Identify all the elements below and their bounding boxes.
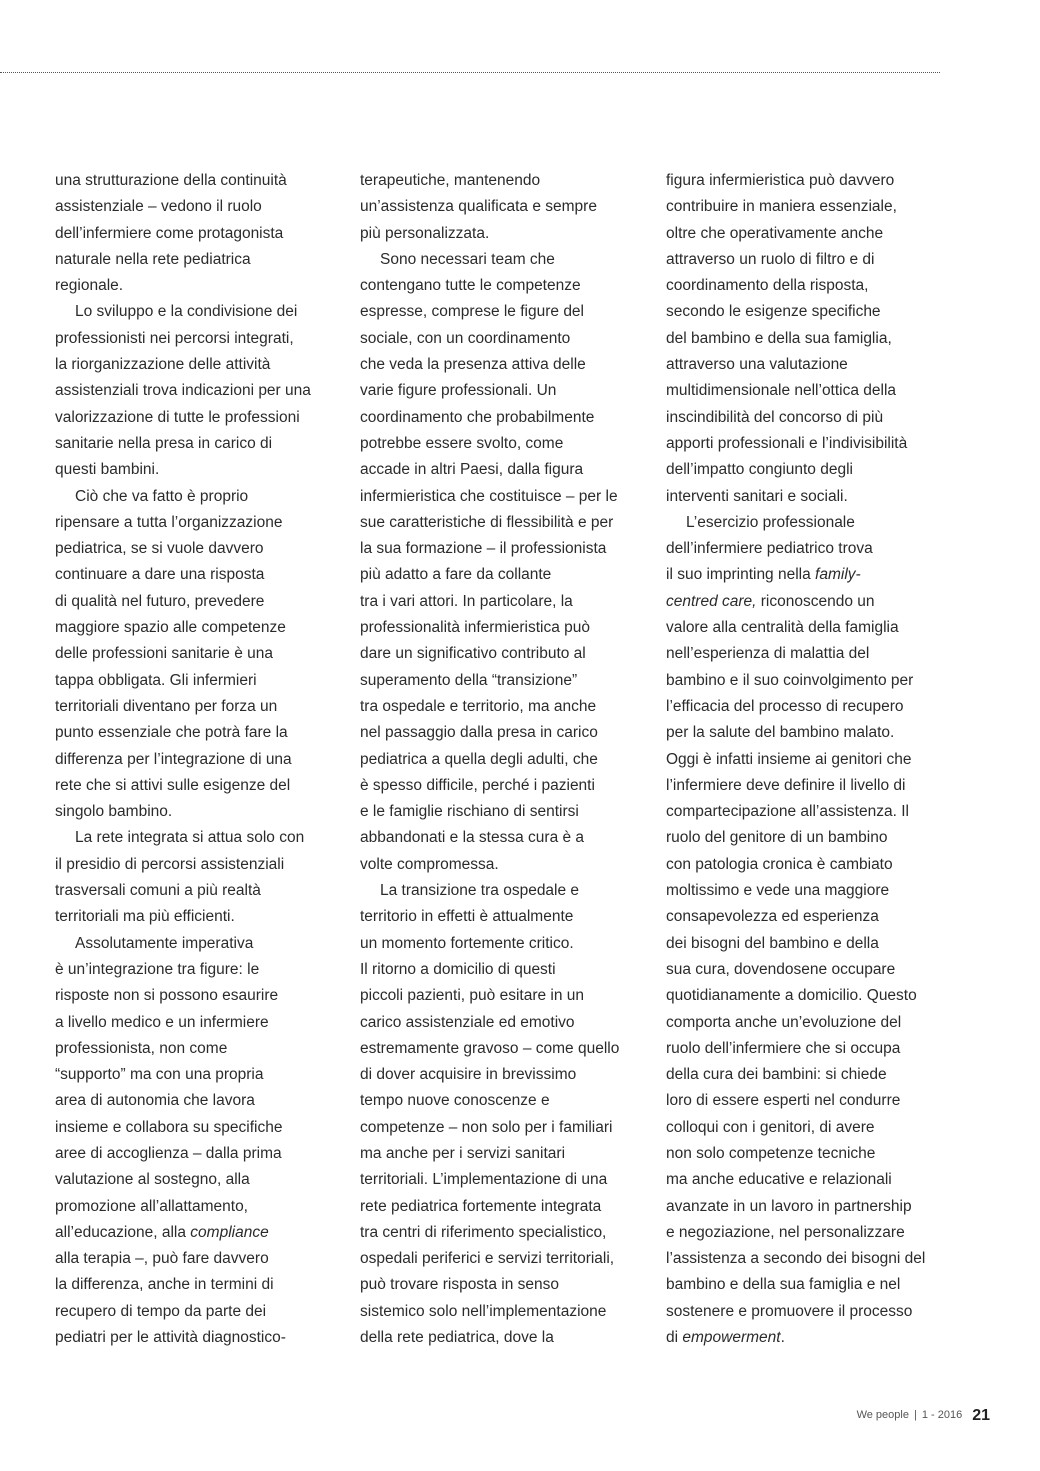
text-segment: abbandonati e la stessa cura è a — [360, 829, 585, 847]
text-segment: Oggi è infatti insieme ai genitori che — [666, 750, 912, 768]
text-line — [666, 1246, 925, 1272]
text-line — [55, 247, 311, 273]
text-segment: tra ospedale e territorio, ma anche — [360, 697, 597, 715]
text-line — [360, 1062, 619, 1088]
text-segment: territoriali ma più efficienti. — [55, 908, 235, 926]
text-line — [666, 852, 925, 878]
text-segment: superamento della “transizione” — [360, 671, 578, 689]
text-segment: assistenziale – vedono il ruolo — [55, 198, 262, 216]
text-line — [55, 1194, 311, 1220]
text-line — [55, 615, 311, 641]
text-line — [55, 931, 311, 957]
text-segment: inscindibilità del concorso di più — [666, 408, 884, 426]
text-line — [666, 1325, 925, 1351]
text-line — [360, 957, 619, 983]
text-line — [666, 983, 925, 1009]
text-line — [360, 641, 619, 667]
text-line — [360, 299, 619, 325]
text-segment: attraverso una valutazione — [666, 356, 848, 374]
text-line — [666, 1141, 925, 1167]
text-line — [55, 562, 311, 588]
magazine-name: We people — [856, 1409, 909, 1421]
text-segment: sua cura, dovendosene occupare — [666, 960, 896, 978]
text-segment: territoriali diventano per forza un — [55, 697, 278, 715]
text-line — [666, 773, 925, 799]
text-line — [666, 1167, 925, 1193]
text-line — [55, 589, 311, 615]
text-segment: singolo bambino. — [55, 803, 173, 821]
page-footer — [780, 1407, 990, 1427]
text-segment: dell’infermiere pediatrico trova — [666, 540, 873, 558]
text-segment: quotidianamente a domicilio. Questo — [666, 987, 917, 1005]
text-line — [360, 983, 619, 1009]
text-line — [666, 536, 925, 562]
text-line — [360, 1010, 619, 1036]
text-line — [360, 720, 619, 746]
italic-text: centred care, — [666, 592, 757, 610]
text-line — [360, 1115, 619, 1141]
text-segment: il presidio di percorsi assistenziali — [55, 855, 285, 873]
text-line — [360, 852, 619, 878]
text-segment: varie figure professionali. Un — [360, 382, 557, 400]
text-line — [360, 221, 619, 247]
text-segment: La transizione tra ospedale e — [380, 882, 580, 900]
text-segment: più adatto a fare da collante — [360, 566, 552, 584]
text-segment: ruolo del genitore di un bambino — [666, 829, 888, 847]
text-segment: l’assistenza a secondo dei bisogni del — [666, 1250, 926, 1268]
italic-text: family- — [815, 566, 861, 584]
text-line — [55, 747, 311, 773]
text-segment: valutazione al sostegno, alla — [55, 1171, 250, 1189]
text-line — [360, 562, 619, 588]
text-segment: la differenza, anche in termini di — [55, 1276, 274, 1294]
text-segment: potrebbe essere svolto, come — [360, 434, 564, 452]
text-segment: è un’integrazione tra figure: le — [55, 960, 260, 978]
text-line — [55, 1325, 311, 1351]
text-line — [666, 1272, 925, 1298]
text-segment: dell’infermiere come protagonista — [55, 224, 284, 242]
text-segment: sostenere e promuovere il processo — [666, 1302, 913, 1320]
text-line — [666, 168, 925, 194]
text-segment: area di autonomia che lavora — [55, 1092, 255, 1110]
text-segment: coordinamento che probabilmente — [360, 408, 595, 426]
text-segment: risposte non si possono esaurire — [55, 987, 279, 1005]
text-segment: può trovare risposta in senso — [360, 1276, 560, 1294]
text-line — [55, 194, 311, 220]
italic-text: empowerment — [682, 1329, 781, 1347]
text-line — [666, 799, 925, 825]
text-segment: che veda la presenza attiva delle — [360, 356, 586, 374]
text-segment: sociale, con un coordinamento — [360, 329, 571, 347]
text-segment: la sua formazione – il professionista — [360, 540, 607, 558]
text-segment: tappa obbligata. Gli infermieri — [55, 671, 257, 689]
text-line — [666, 484, 925, 510]
text-segment: l’infermiere deve definire il livello di — [666, 776, 906, 794]
text-segment: volte compromessa. — [360, 855, 499, 873]
text-segment: sistemico solo nell’implementazione — [360, 1302, 607, 1320]
text-segment: sanitarie nella presa in carico di — [55, 434, 273, 452]
text-line — [360, 668, 619, 694]
text-line — [55, 299, 311, 325]
text-segment: professionalità infermieristica può — [360, 619, 591, 637]
text-line — [360, 1246, 619, 1272]
text-segment: ospedali periferici e servizi territoriali, — [360, 1250, 615, 1268]
text-line — [666, 1299, 925, 1325]
text-segment: La rete integrata si attua solo con — [75, 829, 305, 847]
text-line — [666, 247, 925, 273]
text-line — [666, 1036, 925, 1062]
text-line — [55, 221, 311, 247]
text-line — [360, 1299, 619, 1325]
text-segment: comporta anche un’evoluzione del — [666, 1013, 902, 1031]
text-segment: sue caratteristiche di flessibilità e per — [360, 513, 614, 531]
text-line — [666, 1062, 925, 1088]
text-segment: Il ritorno a domicilio di questi — [360, 960, 556, 978]
text-segment: Assolutamente imperativa — [75, 934, 254, 952]
text-segment: pediatrica, se si vuole davvero — [55, 540, 264, 558]
text-segment: contengano tutte le competenze — [360, 277, 581, 295]
text-line — [55, 1010, 311, 1036]
text-segment: insieme e collabora su specifiche — [55, 1118, 283, 1136]
text-line — [360, 904, 619, 930]
text-segment: recupero di tempo da parte dei — [55, 1302, 267, 1320]
text-line — [360, 1272, 619, 1298]
text-line — [55, 694, 311, 720]
text-line — [55, 1167, 311, 1193]
text-segment: il suo imprinting nella — [666, 566, 816, 584]
text-segment: maggiore spazio alle competenze — [55, 619, 286, 637]
text-segment: assistenziali trova indicazioni per una — [55, 382, 311, 400]
text-line — [360, 457, 619, 483]
text-segment: a livello medico e un infermiere — [55, 1013, 269, 1031]
text-segment: riconoscendo un — [756, 592, 875, 610]
text-line — [360, 799, 619, 825]
text-line — [55, 326, 311, 352]
text-line — [55, 510, 311, 536]
text-line — [666, 589, 925, 615]
footer-separator: | — [913, 1409, 917, 1421]
text-line — [666, 904, 925, 930]
text-segment: della cura dei bambini: si chiede — [666, 1066, 887, 1084]
text-segment: multidimensionale nell’ottica della — [666, 382, 897, 400]
text-line — [666, 668, 925, 694]
text-line — [666, 405, 925, 431]
text-segment: bambino e della sua famiglia e nel — [666, 1276, 901, 1294]
text-segment: valorizzazione di tutte le professioni — [55, 408, 300, 426]
text-line — [360, 1036, 619, 1062]
text-line — [360, 247, 619, 273]
text-line — [55, 1036, 311, 1062]
text-line — [55, 878, 311, 904]
text-line — [360, 931, 619, 957]
text-segment: terapeutiche, mantenendo — [360, 172, 541, 189]
text-line — [666, 641, 925, 667]
text-segment: differenza per l’integrazione di una — [55, 750, 292, 768]
text-segment: dei bisogni del bambino e della — [666, 934, 879, 952]
text-segment: per la salute del bambino malato. — [666, 724, 895, 742]
text-segment: delle professioni sanitarie è una — [55, 645, 273, 663]
text-line — [666, 694, 925, 720]
text-column-1 — [55, 168, 311, 1351]
text-segment: ruolo dell’infermiere che si occupa — [666, 1039, 901, 1057]
text-line — [360, 615, 619, 641]
text-line — [666, 299, 925, 325]
text-line — [666, 457, 925, 483]
text-line — [666, 1220, 925, 1246]
text-segment: rete pediatrica fortemente integrata — [360, 1197, 602, 1215]
text-line — [666, 352, 925, 378]
text-segment: è spesso difficile, perché i pazienti — [360, 776, 595, 794]
text-segment: rete che si attivi sulle esigenze del — [55, 776, 291, 794]
text-segment: ma anche educative e relazionali — [666, 1171, 892, 1189]
text-line — [55, 799, 311, 825]
text-line — [666, 510, 925, 536]
text-segment: figura infermieristica può davvero — [666, 172, 895, 189]
text-segment: promozione all’allattamento, — [55, 1197, 248, 1215]
text-line — [666, 747, 925, 773]
italic-text: compliance — [190, 1223, 269, 1241]
text-line — [55, 1115, 311, 1141]
text-line — [666, 1088, 925, 1114]
text-line — [55, 352, 311, 378]
text-line — [666, 825, 925, 851]
text-line — [360, 1141, 619, 1167]
text-line — [55, 168, 311, 194]
text-segment: estremamente gravoso – come quello — [360, 1039, 620, 1057]
text-line — [666, 1010, 925, 1036]
text-line — [360, 694, 619, 720]
text-segment: Sono necessari team che — [380, 250, 555, 268]
text-segment: la riorganizzazione delle attività — [55, 356, 271, 374]
text-segment: Ciò che va fatto è proprio — [75, 487, 249, 505]
text-line — [55, 983, 311, 1009]
text-segment: nell’esperienza di malattia del — [666, 645, 870, 663]
text-segment: più personalizzata. — [360, 224, 490, 242]
text-line — [55, 1141, 311, 1167]
text-segment: contribuire in maniera essenziale, — [666, 198, 897, 216]
text-line — [55, 825, 311, 851]
text-line — [666, 1115, 925, 1141]
text-segment: un momento fortemente critico. — [360, 934, 574, 952]
text-segment: competenze – non solo per i familiari — [360, 1118, 613, 1136]
text-line — [55, 1299, 311, 1325]
text-segment: tra i vari attori. In particolare, la — [360, 592, 573, 610]
text-line — [55, 457, 311, 483]
text-segment: alla terapia –, può fare davvero — [55, 1250, 269, 1268]
text-line — [360, 1167, 619, 1193]
text-line — [360, 168, 619, 194]
text-line — [55, 378, 311, 404]
text-line — [55, 773, 311, 799]
text-line — [55, 1062, 311, 1088]
text-segment: trasversali comuni a più realtà — [55, 882, 261, 900]
text-segment: secondo le esigenze specifiche — [666, 303, 881, 321]
text-line — [55, 1246, 311, 1272]
text-column-3 — [666, 168, 925, 1351]
text-line — [666, 878, 925, 904]
text-segment: con patologia cronica è cambiato — [666, 855, 893, 873]
text-segment: ripensare a tutta l’organizzazione — [55, 513, 283, 531]
text-segment: della rete pediatrica, dove la — [360, 1329, 554, 1347]
text-line — [360, 1220, 619, 1246]
text-line — [55, 668, 311, 694]
text-segment: aree di accoglienza – dalla prima — [55, 1144, 282, 1162]
text-segment: pediatrica a quella degli adulti, che — [360, 750, 598, 768]
text-segment: nel passaggio dalla presa in carico — [360, 724, 598, 742]
text-line — [55, 405, 311, 431]
text-line — [360, 484, 619, 510]
text-line — [55, 484, 311, 510]
text-segment: accade in altri Paesi, dalla figura — [360, 461, 584, 479]
text-segment: apporti professionali e l’indivisibilità — [666, 434, 908, 452]
text-segment: di dover acquisire in brevissimo — [360, 1066, 577, 1084]
text-line — [666, 378, 925, 404]
text-segment: dell’impatto congiunto degli — [666, 461, 853, 479]
text-line — [55, 536, 311, 562]
text-line — [360, 405, 619, 431]
text-segment: tra centri di riferimento specialistico, — [360, 1223, 607, 1241]
text-segment: carico assistenziale ed emotivo — [360, 1013, 575, 1031]
text-segment: ma anche per i servizi sanitari — [360, 1144, 566, 1162]
text-segment: e le famiglie rischiano di sentirsi — [360, 803, 579, 821]
text-line — [55, 273, 311, 299]
text-segment: tempo nuove conoscenze e — [360, 1092, 550, 1110]
text-segment: compartecipazione all’assistenza. Il — [666, 803, 909, 821]
text-segment: consapevolezza ed esperienza — [666, 908, 879, 926]
text-segment: “supporto” ma con una propria — [55, 1066, 264, 1084]
text-line — [55, 720, 311, 746]
text-segment: di — [666, 1329, 683, 1347]
text-line — [360, 1325, 619, 1351]
text-line — [666, 273, 925, 299]
text-segment: questi bambini. — [55, 461, 160, 479]
text-line — [55, 431, 311, 457]
text-segment: moltissimo e vede una maggiore — [666, 882, 890, 900]
text-line — [666, 1194, 925, 1220]
page-number: 21 — [972, 1407, 990, 1424]
text-line — [55, 852, 311, 878]
text-line — [360, 378, 619, 404]
text-segment: dare un significativo contributo al — [360, 645, 586, 663]
text-line — [360, 194, 619, 220]
text-line — [666, 562, 925, 588]
text-segment: piccoli pazienti, può esitare in un — [360, 987, 585, 1005]
text-segment: regionale. — [55, 277, 124, 295]
text-segment: punto essenziale che potrà fare la — [55, 724, 288, 742]
text-segment: L’esercizio professionale — [686, 513, 855, 531]
text-segment: Lo sviluppo e la condivisione dei — [75, 303, 298, 321]
text-segment: del bambino e della sua famiglia, — [666, 329, 892, 347]
text-segment: pediatri per le attività diagnostico- — [55, 1329, 286, 1347]
text-line — [360, 431, 619, 457]
text-segment: non solo competenze tecniche — [666, 1144, 876, 1162]
text-segment: loro di essere esperti nel condurre — [666, 1092, 901, 1110]
text-segment: una strutturazione della continuità — [55, 172, 287, 189]
text-segment: . — [780, 1329, 785, 1347]
text-segment: attraverso un ruolo di filtro e di — [666, 250, 875, 268]
text-segment: naturale nella rete pediatrica — [55, 250, 251, 268]
text-line — [55, 957, 311, 983]
text-line — [666, 720, 925, 746]
text-line — [666, 431, 925, 457]
text-segment: professionisti nei percorsi integrati, — [55, 329, 294, 347]
text-line — [360, 510, 619, 536]
text-line — [360, 878, 619, 904]
text-segment: oltre che operativamente anche — [666, 224, 884, 242]
text-segment: professionista, non come — [55, 1039, 228, 1057]
text-segment: bambino e il suo coinvolgimento per — [666, 671, 914, 689]
text-segment: espresse, comprese le figure del — [360, 303, 585, 321]
text-segment: valore alla centralità della famiglia — [666, 619, 899, 637]
text-segment: avanzate in un lavoro in partnership — [666, 1197, 912, 1215]
text-line — [360, 825, 619, 851]
text-segment: territoriali. L’implementazione di una — [360, 1171, 608, 1189]
text-segment: un’assistenza qualificata e sempre — [360, 198, 597, 216]
text-line — [360, 273, 619, 299]
text-line — [55, 1272, 311, 1298]
text-column-2 — [360, 168, 619, 1351]
text-segment: colloqui con i genitori, di avere — [666, 1118, 875, 1136]
text-line — [55, 904, 311, 930]
text-line — [666, 957, 925, 983]
text-line — [360, 352, 619, 378]
text-line — [666, 194, 925, 220]
text-segment: coordinamento della risposta, — [666, 277, 869, 295]
text-line — [360, 1088, 619, 1114]
text-line — [360, 536, 619, 562]
text-line — [360, 747, 619, 773]
text-line — [360, 773, 619, 799]
issue-number: 1 - 2016 — [921, 1409, 963, 1421]
text-line — [360, 326, 619, 352]
text-segment: l’efficacia del processo di recupero — [666, 697, 904, 715]
text-segment: territorio in effetti è attualmente — [360, 908, 574, 926]
text-segment: infermieristica che costituisce – per le — [360, 487, 618, 505]
text-line — [666, 221, 925, 247]
text-segment: all’educazione, alla — [55, 1223, 191, 1241]
text-line — [666, 931, 925, 957]
text-segment: e negoziazione, nel personalizzare — [666, 1223, 905, 1241]
text-line — [666, 326, 925, 352]
top-dotted-rule — [0, 72, 940, 73]
text-segment: interventi sanitari e sociali. — [666, 487, 848, 505]
text-segment: continuare a dare una risposta — [55, 566, 265, 584]
text-line — [55, 1088, 311, 1114]
text-line — [360, 1194, 619, 1220]
text-line — [55, 641, 311, 667]
text-line — [55, 1220, 311, 1246]
text-line — [360, 589, 619, 615]
text-line — [666, 615, 925, 641]
text-segment: di qualità nel futuro, prevedere — [55, 592, 265, 610]
